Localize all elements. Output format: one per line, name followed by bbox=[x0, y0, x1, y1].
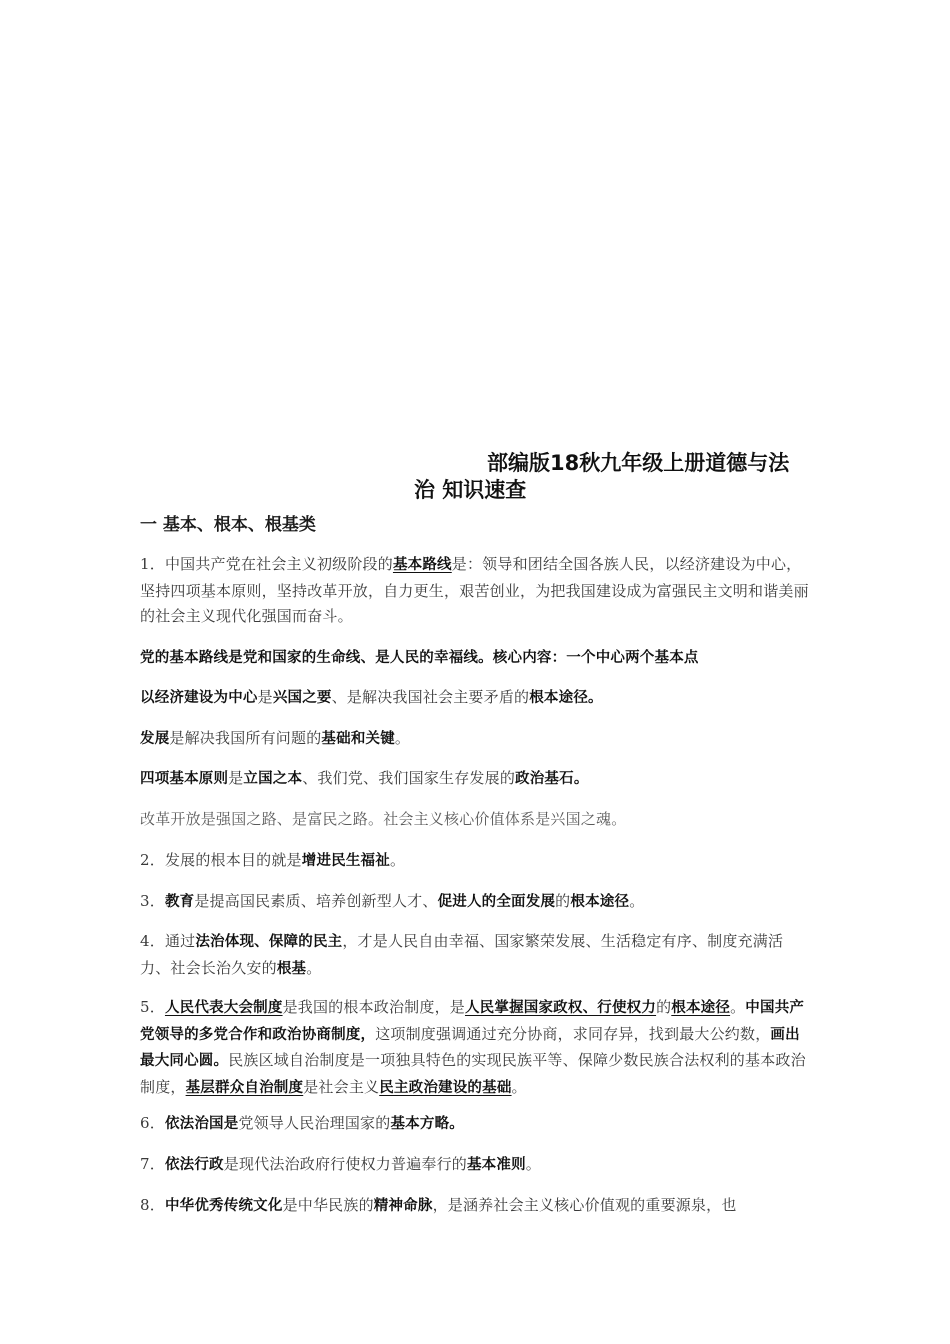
p4-keyword-a: 发展 bbox=[140, 731, 170, 747]
p8-text-a: 3． bbox=[140, 892, 165, 910]
p8-text-c: 是提高国民素质、培养创新型人才、 bbox=[194, 892, 438, 910]
p1-text-c: 是：领导和团结全国各族人民，以经济建设为中心，坚持四项基本原则，坚持改革开放，自力更生，艰苦创业，为把我国建设成为富强民主文明和谐美丽的社会主义现代化强国而奋斗。 bbox=[140, 555, 809, 625]
p8-keyword-b: 教育 bbox=[164, 894, 195, 910]
p5-text-d: 、我们党、我们国家生存发展的 bbox=[302, 769, 516, 787]
paragraph-3 bbox=[140, 685, 812, 712]
p10-keyword-d: 人民掌握国家政权、行使权力 bbox=[464, 1000, 657, 1016]
p6-text: 改革开放是强国之路、是富民之路。社会主义核心价值体系是兴国之魂。 bbox=[140, 810, 627, 828]
p12-text-a: 7． bbox=[140, 1155, 165, 1173]
p3-text-d: 、是解决我国社会主要矛盾的 bbox=[331, 688, 530, 706]
p10-text-i: 这项制度强调通过充分协商，求同存异，找到最大公约数， bbox=[375, 1024, 771, 1043]
p7-keyword: 增进民生福祉 bbox=[301, 853, 390, 869]
p10-text-e: 的 bbox=[656, 998, 672, 1016]
p10-keyword-j: 画出最大同心圆。 bbox=[140, 1026, 800, 1069]
p5-text-b: 是 bbox=[228, 769, 244, 787]
p9-keyword-b: 法治体现、保障的民主 bbox=[195, 934, 343, 950]
document-title-line-2: 治 知识速查 bbox=[414, 478, 527, 502]
p8-text-e: 的 bbox=[555, 892, 571, 910]
p3-text-b: 是 bbox=[257, 688, 273, 706]
paragraph-11 bbox=[140, 1111, 812, 1138]
p11-keyword-d: 基本方略。 bbox=[390, 1116, 464, 1132]
p9-text-a: 4．通过 bbox=[140, 932, 196, 950]
p10-keyword-h: 中国共产党领导的多党合作和政治协商制度， bbox=[140, 1000, 805, 1043]
p10-text-m: 是社会主义 bbox=[303, 1077, 380, 1096]
paragraph-10 bbox=[140, 995, 812, 1101]
p8-keyword-d: 促进人的全面发展 bbox=[437, 894, 556, 910]
p4-text-d: 。 bbox=[394, 729, 411, 747]
p10-text-o: 。 bbox=[511, 1077, 527, 1096]
paragraph-1 bbox=[140, 552, 812, 630]
p1-text-a: 1．中国共产党在社会主义初级阶段的 bbox=[140, 555, 393, 573]
p7-text-a: 2．发展的根本目的就是 bbox=[140, 851, 302, 869]
p12-keyword-d: 基本准则 bbox=[466, 1157, 526, 1173]
paragraph-12 bbox=[140, 1152, 812, 1179]
p10-text-c: 是我国的根本政治制度，是 bbox=[282, 998, 465, 1016]
p12-text-e: 。 bbox=[525, 1155, 541, 1173]
p10-keyword-l: 基层群众自治制度 bbox=[185, 1079, 304, 1096]
p10-text-g: 。 bbox=[730, 998, 746, 1016]
p12-text-c: 是现代法治政府行使权力普遍奉行的 bbox=[223, 1155, 467, 1173]
section-heading: 一 基本、根本、根基类 bbox=[140, 515, 316, 535]
p4-text-b: 是解决我国所有问题的 bbox=[169, 729, 322, 747]
p10-text-a: 5． bbox=[140, 998, 165, 1016]
paragraph-2 bbox=[140, 645, 812, 672]
p2-text: 党的基本路线是党和国家的生命线、是人民的幸福线。核心内容：一个中心两个基本点 bbox=[140, 650, 699, 666]
p8-text-g: 。 bbox=[629, 892, 645, 910]
p3-keyword-e: 根本途径。 bbox=[529, 690, 603, 706]
p10-keyword-n: 民主政治建设的基础 bbox=[379, 1079, 512, 1096]
p11-text-a: 6． bbox=[140, 1114, 165, 1132]
paragraph-7 bbox=[140, 848, 812, 875]
p3-keyword-c: 兴国之要 bbox=[272, 690, 332, 706]
p13-text-e: ，是涵养社会主义核心价值观的重要源泉，也 bbox=[432, 1196, 737, 1214]
p5-keyword-e: 政治基石。 bbox=[515, 771, 589, 787]
p10-text-k: 民族区域自治制度是一项独具特色的实现民族平等、保障少数民族合法权利的基本政治制度， bbox=[140, 1051, 806, 1096]
p3-keyword-a: 以经济建设为中心 bbox=[140, 690, 258, 706]
p13-text-c: 是中华民族的 bbox=[282, 1196, 374, 1214]
p7-text-c: 。 bbox=[389, 851, 406, 869]
p5-keyword-a: 四项基本原则 bbox=[140, 771, 229, 787]
p1-keyword: 基本路线 bbox=[392, 557, 452, 573]
paragraph-4 bbox=[140, 726, 812, 753]
p9-text-c: ，才是人民自由幸福、国家繁荣发展、生活稳定有序、制度充满活力、社会长治久安的 bbox=[140, 932, 784, 977]
p13-keyword-d: 精神命脉 bbox=[373, 1198, 433, 1214]
paragraph-6 bbox=[140, 807, 812, 833]
p11-keyword-b: 依法治国是 bbox=[164, 1116, 239, 1132]
p13-keyword-b: 中华优秀传统文化 bbox=[164, 1198, 283, 1214]
p9-keyword-d: 根基 bbox=[276, 960, 307, 977]
paragraph-8 bbox=[140, 889, 812, 916]
paragraph-13 bbox=[140, 1193, 812, 1220]
p11-text-c: 党领导人民治理国家的 bbox=[238, 1114, 391, 1132]
p8-keyword-f: 根本途径 bbox=[570, 894, 630, 910]
p10-keyword-f: 根本途径 bbox=[671, 1000, 731, 1016]
paragraph-5 bbox=[140, 766, 812, 793]
p9-text-e: 。 bbox=[306, 958, 322, 977]
document-title-line-1: 部编版18秋九年级上册道德与法 bbox=[487, 451, 790, 475]
p5-keyword-c: 立国之本 bbox=[243, 771, 303, 787]
p12-keyword-b: 依法行政 bbox=[164, 1157, 224, 1173]
p10-keyword-b: 人民代表大会制度 bbox=[164, 1000, 283, 1016]
p4-keyword-c: 基础和关键 bbox=[321, 731, 395, 747]
paragraph-9 bbox=[140, 929, 812, 982]
p13-text-a: 8． bbox=[140, 1196, 165, 1214]
